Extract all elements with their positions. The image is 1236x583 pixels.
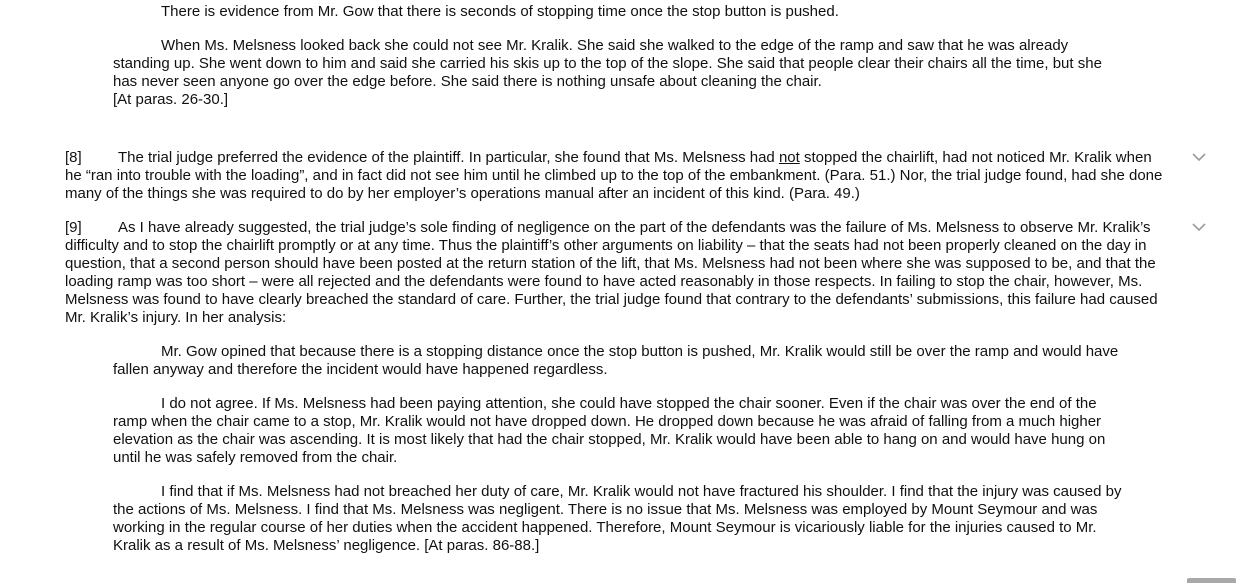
- quote-paragraph: There is evidence from Mr. Gow that there is seconds of stopping time once the stop button is pushed.: [161, 3, 839, 20]
- underlined-word: not: [778, 149, 800, 166]
- paragraph-number: [8]: [65, 149, 82, 166]
- chevron-down-icon[interactable]: [1191, 221, 1207, 233]
- quote-paragraph: When Ms. Melsness looked back she could not see Mr. Kralik. She said she walked to the edge of the ramp and saw that he was already standing up. She went down to him and said she carried his skis up to the top of the slope. She said that people clear their chairs all the time, but she has never seen anyone go over the edge before. She said there is nothing unsafe about cleaning the chair. [At paras. 26-30.]: [113, 37, 1102, 108]
- chevron-down-icon[interactable]: [1191, 151, 1207, 163]
- paragraph-8: [8] The trial judge preferred the evidence of the plaintiff. In particular, she found that Ms. Melsness had not stopped the chairlift, had not noticed Mr. Kralik when he “ran into trouble with the loading”, and in fact did not see him until he climbed up to the top of the embankment. (Para. 51.) Nor, the trial judge found, had she done many of the things she was required to do by her employer’s operations manual after an incident of this kind. (Para. 49.): [65, 149, 1163, 202]
- scrollbar-thumb[interactable]: [1187, 578, 1236, 583]
- quote-paragraph: Mr. Gow opined that because there is a stopping distance once the stop button is pushed, Mr. Kralik would still be over the ramp and would have fallen anyway and therefore the incident would have happened regardless.: [113, 343, 1119, 378]
- quote-citation: [At paras. 26-30.]: [113, 91, 229, 108]
- quote-paragraph: I find that if Ms. Melsness had not breached her duty of care, Mr. Kralik would not have fractured his shoulder. I find that the injury was caused by the actions of Ms. Melsness. I find that Ms. Melsness was negligent. There is no issue that Ms. Melsness was employed by Mount Seymour and was working in the regular course of her duties when the accident happened. Therefore, Mount Seymour is vicariously liable for the injuries caused to Mr. Kralik as a result of Ms. Melsness’ negligence. [At paras. 86-88.]: [113, 483, 1122, 554]
- paragraph-9: [9] As I have already suggested, the trial judge’s sole finding of negligence on the part of the defendants was the failure of Ms. Melsness to observe Mr. Kralik’s difficulty and to stop the chairlift promptly or at any time. Thus the plaintiff’s other arguments on liability – that the seats had not been properly cleaned on the day in question, that a second person should have been posted at the return station of the lift, that Ms. Melsness had not been where she was supposed to be, and that the loading ramp was too short – were all rejected and the defendants were found to have acted reasonably in those respects. In failing to stop the chair, however, Ms. Melsness was found to have clearly breached the standard of care. Further, the trial judge found that contrary to the defendants’ submissions, this failure had caused Mr. Kralik’s injury. In her analysis:: [65, 219, 1158, 326]
- paragraph-number: [9]: [65, 219, 82, 236]
- quote-paragraph: I do not agree. If Ms. Melsness had been paying attention, she could have stopped the chair sooner. Even if the chair was over the end of the ramp when the chair came to a stop, Mr. Kralik would not have dropped down. He dropped down because he was afraid of falling from a much higher elevation as the chair was ascending. It is most likely that had the chair stopped, Mr. Kralik would have been able to hang on and would have hung on until he was safely removed from the chair.: [113, 395, 1106, 466]
- quote-citation: [At paras. 86-88.]: [424, 537, 540, 554]
